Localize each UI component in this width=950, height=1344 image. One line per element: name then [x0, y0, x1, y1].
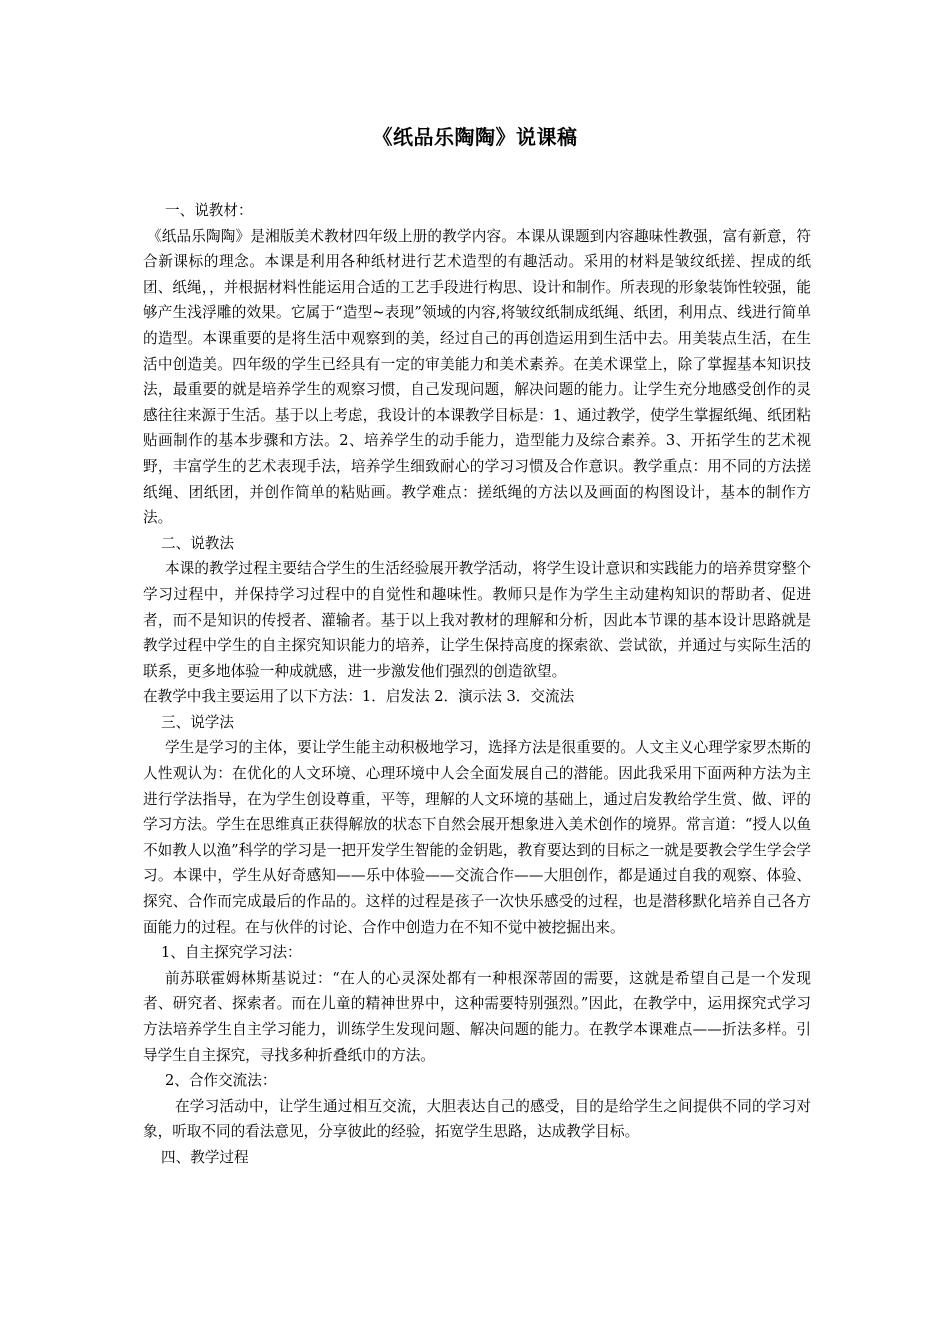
section-heading-2: 二、说教法: [161, 534, 234, 552]
subsection-heading-3-1: 1、自主探究学习法：: [161, 944, 302, 962]
section-paragraph-1: 《纸品乐陶陶》是湘版美术教材四年级上册的教学内容。本课从课题到内容趣味性教强，富有新意，符合新课标的理念。本课是利用各种纸材进行艺术造型的有趣活动。采用的材料是皱纹纸搓、捏成的纸团、纸绳，，并根据材料性能运用合适的工艺手段进行构思、设计和制作。所表现的形象装饰性较强，能够产生浅浮雕的效果。它属于“造型~表现”领域的内容,将皱纹纸制成纸绳、纸团，利用点、线进行简单的造型。本课重要的是将生活中观察到的美，经过自己的再创造运用到生活中去。用美装点生活，在生活中创造美。四年级的学生已经具有一定的审美能力和美术素养。在美术课堂上，除了掌握基本知识技法，最重要的就是培养学生的观察习惯，自己发现问题，解决问题的能力。让学生充分地感受创作的灵感往往来源于生活。基于以上考虑，我设计的本课教学目标是：1、通过教学，使学生掌握纸绳、纸团粘贴画制作的基本步骤和方法。2、培养学生的动手能力，造型能力及综合素养。3、开拓学生的艺术视野，丰富学生的艺术表现手法，培养学生细致耐心的学习习惯及合作意识。教学重点：用不同的方法搓纸绳、团纸团，并创作简单的粘贴画。教学难点：搓纸绳的方法以及画面的构图设计，基本的制作方法。: [143, 227, 811, 527]
document-body: [143, 198, 811, 1171]
section-heading-4: 四、教学过程: [161, 1148, 249, 1166]
section-heading-1: 一、说教材：: [165, 202, 253, 219]
section-paragraph-3: 学生是学习的主体，要让学生能主动积极地学习，选择方法是很重要的。人文主义心理学家罗杰斯的人性观认为：在优化的人文环境、心理环境中人会全面发展自己的潜能。因此我采用下面两种方法为主进行学法指导，在为学生创设尊重，平等，理解的人文环境的基础上，通过启发教给学生赏、做、评的学习方法。学生在思维真正获得解放的状态下自然会展开想象进入美术创作的境界。常言道：“授人以鱼不如教人以渔”科学的学习是一把开发学生智能的金钥匙，教育要达到的目标之一就是要教会学生学会学习。本课中，学生从好奇感知——乐中体验——交流合作——大胆创作，都是通过自我的观察、体验、探究、合作而完成最后的作品的。这样的过程是孩子一次快乐感受的过程，也是潜移默化培养自己各方面能力的过程。在与伙伴的讨论、合作中创造力在不知不觉中被挖掘出来。: [143, 739, 811, 936]
teaching-methods-line: 在教学中我主要运用了以下方法：1．启发法 2．演示法 3．交流法: [143, 688, 575, 706]
subsection-paragraph-3-1: 前苏联霍姆林斯基说过：“在人的心灵深处都有一种根深蒂固的需要，这就是希望自己是一个发现者、研究者、探索者。而在儿童的精神世界中，这种需要特别强烈。”因此，在教学中，运用探究式学习方法培养学生自主学习能力，训练学生发现问题、解决问题的能力。在教学本课难点——折法多样。引导学生自主探究，寻找多种折叠纸巾的方法。: [143, 969, 811, 1064]
section-heading-3: 三、说学法: [161, 713, 234, 731]
subsection-heading-3-2: 2、合作交流法：: [165, 1072, 277, 1090]
subsection-paragraph-3-2: 在学习活动中，让学生通过相互交流，大胆表达自己的感受，目的是给学生之间提供不同的学习对象，听取不同的看法意见，分享彼此的经验，拓宽学生思路，达成教学目标。: [143, 1097, 811, 1141]
document-title: 《纸品乐陶陶》说课稿: [372, 125, 578, 149]
section-paragraph-2: 本课的教学过程主要结合学生的生活经验展开教学活动，将学生设计意识和实践能力的培养贯穿整个学习过程中，并保持学习过程中的自觉性和趣味性。教师只是作为学生主动建构知识的帮助者、促进者，而不是知识的传授者、灌输者。基于以上我对教材的理解和分析，因此本节课的基本设计思路就是教学过程中学生的自主探究知识能力的培养，让学生保持高度的探索欲、尝试欲，并通过与实际生活的联系，更多地体验一种成就感，进一步激发他们强烈的创造欲望。: [143, 560, 811, 680]
